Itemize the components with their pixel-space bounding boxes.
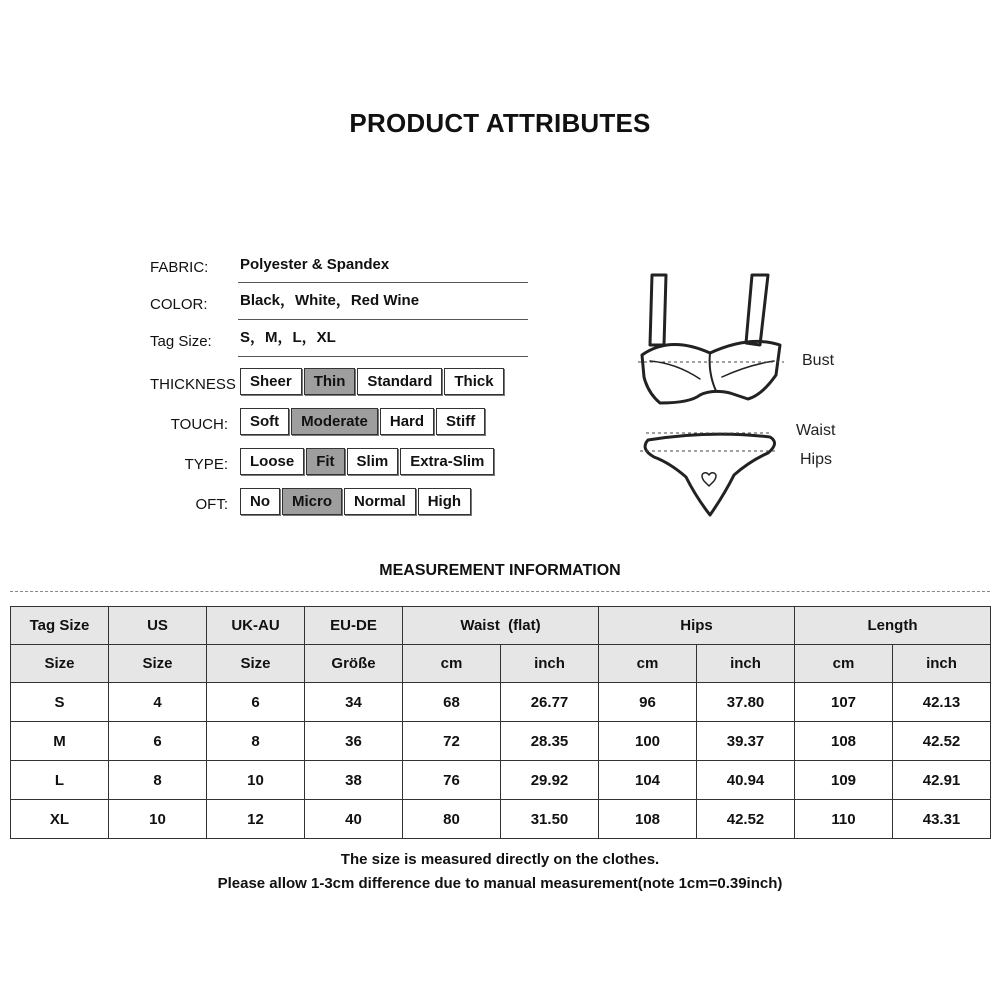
subheader-cell: Size xyxy=(11,645,109,683)
left-strap xyxy=(650,275,666,345)
table-cell: 42.91 xyxy=(893,761,991,800)
subheader-cell: cm xyxy=(403,645,501,683)
subheader-cell: Size xyxy=(109,645,207,683)
subheader-cell: Größe xyxy=(305,645,403,683)
table-cell: 6 xyxy=(109,722,207,761)
option-chip: Standard xyxy=(357,368,442,395)
note-line-1: The size is measured directly on the clothes. xyxy=(340,851,660,868)
fabric-value: Polyester & Spandex xyxy=(240,256,390,273)
table-cell: 40 xyxy=(305,800,403,839)
option-chip: Micro xyxy=(282,488,342,515)
subheader-cell: cm xyxy=(599,645,697,683)
thickness-label: THICKNESS xyxy=(150,376,236,393)
table-row xyxy=(11,683,991,722)
cup-seam xyxy=(710,353,716,391)
table-cell: 6 xyxy=(207,683,305,722)
table-row xyxy=(11,800,991,839)
hips-label: Hips xyxy=(800,451,833,468)
option-chip: Extra-Slim xyxy=(400,448,494,475)
option-chip: Loose xyxy=(240,448,304,475)
table-cell: 72 xyxy=(403,722,501,761)
table-cell: 28.35 xyxy=(501,722,599,761)
table-row xyxy=(11,722,991,761)
color-value: Black，White，Red Wine xyxy=(240,292,420,309)
table-cell: 42.52 xyxy=(893,722,991,761)
option-chip: Normal xyxy=(344,488,416,515)
table-cell: 37.80 xyxy=(697,683,795,722)
right-strap xyxy=(746,275,768,345)
type-label: TYPE: xyxy=(184,456,228,473)
option-chip: Moderate xyxy=(291,408,378,435)
table-body xyxy=(11,683,991,839)
tag-size-row xyxy=(148,321,528,357)
table-cell: 108 xyxy=(599,800,697,839)
divider xyxy=(238,282,528,283)
option-chip: Sheer xyxy=(240,368,302,395)
waist-label: Waist xyxy=(796,422,836,439)
dashed-divider xyxy=(10,591,990,592)
table-cell: 4 xyxy=(109,683,207,722)
oft-options xyxy=(240,488,471,515)
table-cell: 8 xyxy=(109,761,207,800)
table-cell: 109 xyxy=(795,761,893,800)
table-cell: 38 xyxy=(305,761,403,800)
table-cell: 68 xyxy=(403,683,501,722)
bust-label: Bust xyxy=(802,352,835,369)
table-cell: 76 xyxy=(403,761,501,800)
option-chip: Soft xyxy=(240,408,289,435)
table-cell: 108 xyxy=(795,722,893,761)
table-cell: 42.13 xyxy=(893,683,991,722)
subheader-cell: inch xyxy=(697,645,795,683)
table-cell: 12 xyxy=(207,800,305,839)
note-line-2: Please allow 1-3cm difference due to manual measurement(note 1cm=0.39inch) xyxy=(217,875,783,892)
color-label: COLOR: xyxy=(150,296,208,313)
header-cell: Waist (flat) xyxy=(403,607,599,645)
subheader-cell: Size xyxy=(207,645,305,683)
color-row xyxy=(148,284,528,320)
tag-size-label: Tag Size: xyxy=(150,333,212,350)
touch-options xyxy=(240,408,485,435)
table-cell: M xyxy=(11,722,109,761)
header-cell: Tag Size xyxy=(11,607,109,645)
garment-illustration xyxy=(630,265,870,530)
oft-label: OFT: xyxy=(195,496,228,513)
option-chip: No xyxy=(240,488,280,515)
table-cell: 104 xyxy=(599,761,697,800)
header-row-1 xyxy=(11,607,991,645)
table-cell: 43.31 xyxy=(893,800,991,839)
table-cell: 34 xyxy=(305,683,403,722)
type-options xyxy=(240,448,494,475)
option-chip: Thick xyxy=(444,368,503,395)
table-cell: 96 xyxy=(599,683,697,722)
fabric-label: FABRIC: xyxy=(150,259,209,276)
header-cell: EU-DE xyxy=(305,607,403,645)
divider xyxy=(238,319,528,320)
thickness-options xyxy=(240,368,504,395)
table-cell: 29.92 xyxy=(501,761,599,800)
table-cell: 80 xyxy=(403,800,501,839)
subheader-cell: inch xyxy=(893,645,991,683)
table-cell: 100 xyxy=(599,722,697,761)
table-cell: 10 xyxy=(207,761,305,800)
option-chip: Stiff xyxy=(436,408,485,435)
option-chip: Fit xyxy=(306,448,344,475)
tag-size-value: S，M，L，XL xyxy=(240,329,336,346)
touch-label: TOUCH: xyxy=(170,416,228,433)
header-cell: Length xyxy=(795,607,991,645)
table-cell: 39.37 xyxy=(697,722,795,761)
page-title: PRODUCT ATTRIBUTES xyxy=(349,108,651,138)
heart-icon xyxy=(702,473,716,486)
option-chip: Thin xyxy=(304,368,356,395)
measurement-title: MEASUREMENT INFORMATION xyxy=(379,562,621,579)
table-cell: XL xyxy=(11,800,109,839)
option-chip: Slim xyxy=(347,448,399,475)
option-chip: High xyxy=(418,488,471,515)
table-cell: 42.52 xyxy=(697,800,795,839)
table-cell: 26.77 xyxy=(501,683,599,722)
subheader-cell: inch xyxy=(501,645,599,683)
header-cell: Hips xyxy=(599,607,795,645)
table-cell: 107 xyxy=(795,683,893,722)
table-cell: 40.94 xyxy=(697,761,795,800)
divider xyxy=(238,356,528,357)
table-cell: 31.50 xyxy=(501,800,599,839)
table-cell: 36 xyxy=(305,722,403,761)
header-row-2 xyxy=(11,645,991,683)
fabric-row xyxy=(148,247,528,283)
table-cell: 8 xyxy=(207,722,305,761)
header-cell: US xyxy=(109,607,207,645)
bikini-sketch xyxy=(630,265,870,525)
table-cell: S xyxy=(11,683,109,722)
table-row xyxy=(11,761,991,800)
size-table xyxy=(10,606,991,839)
subheader-cell: cm xyxy=(795,645,893,683)
header-cell: UK-AU xyxy=(207,607,305,645)
option-chip: Hard xyxy=(380,408,434,435)
table-cell: 10 xyxy=(109,800,207,839)
table-cell: 110 xyxy=(795,800,893,839)
table-cell: L xyxy=(11,761,109,800)
